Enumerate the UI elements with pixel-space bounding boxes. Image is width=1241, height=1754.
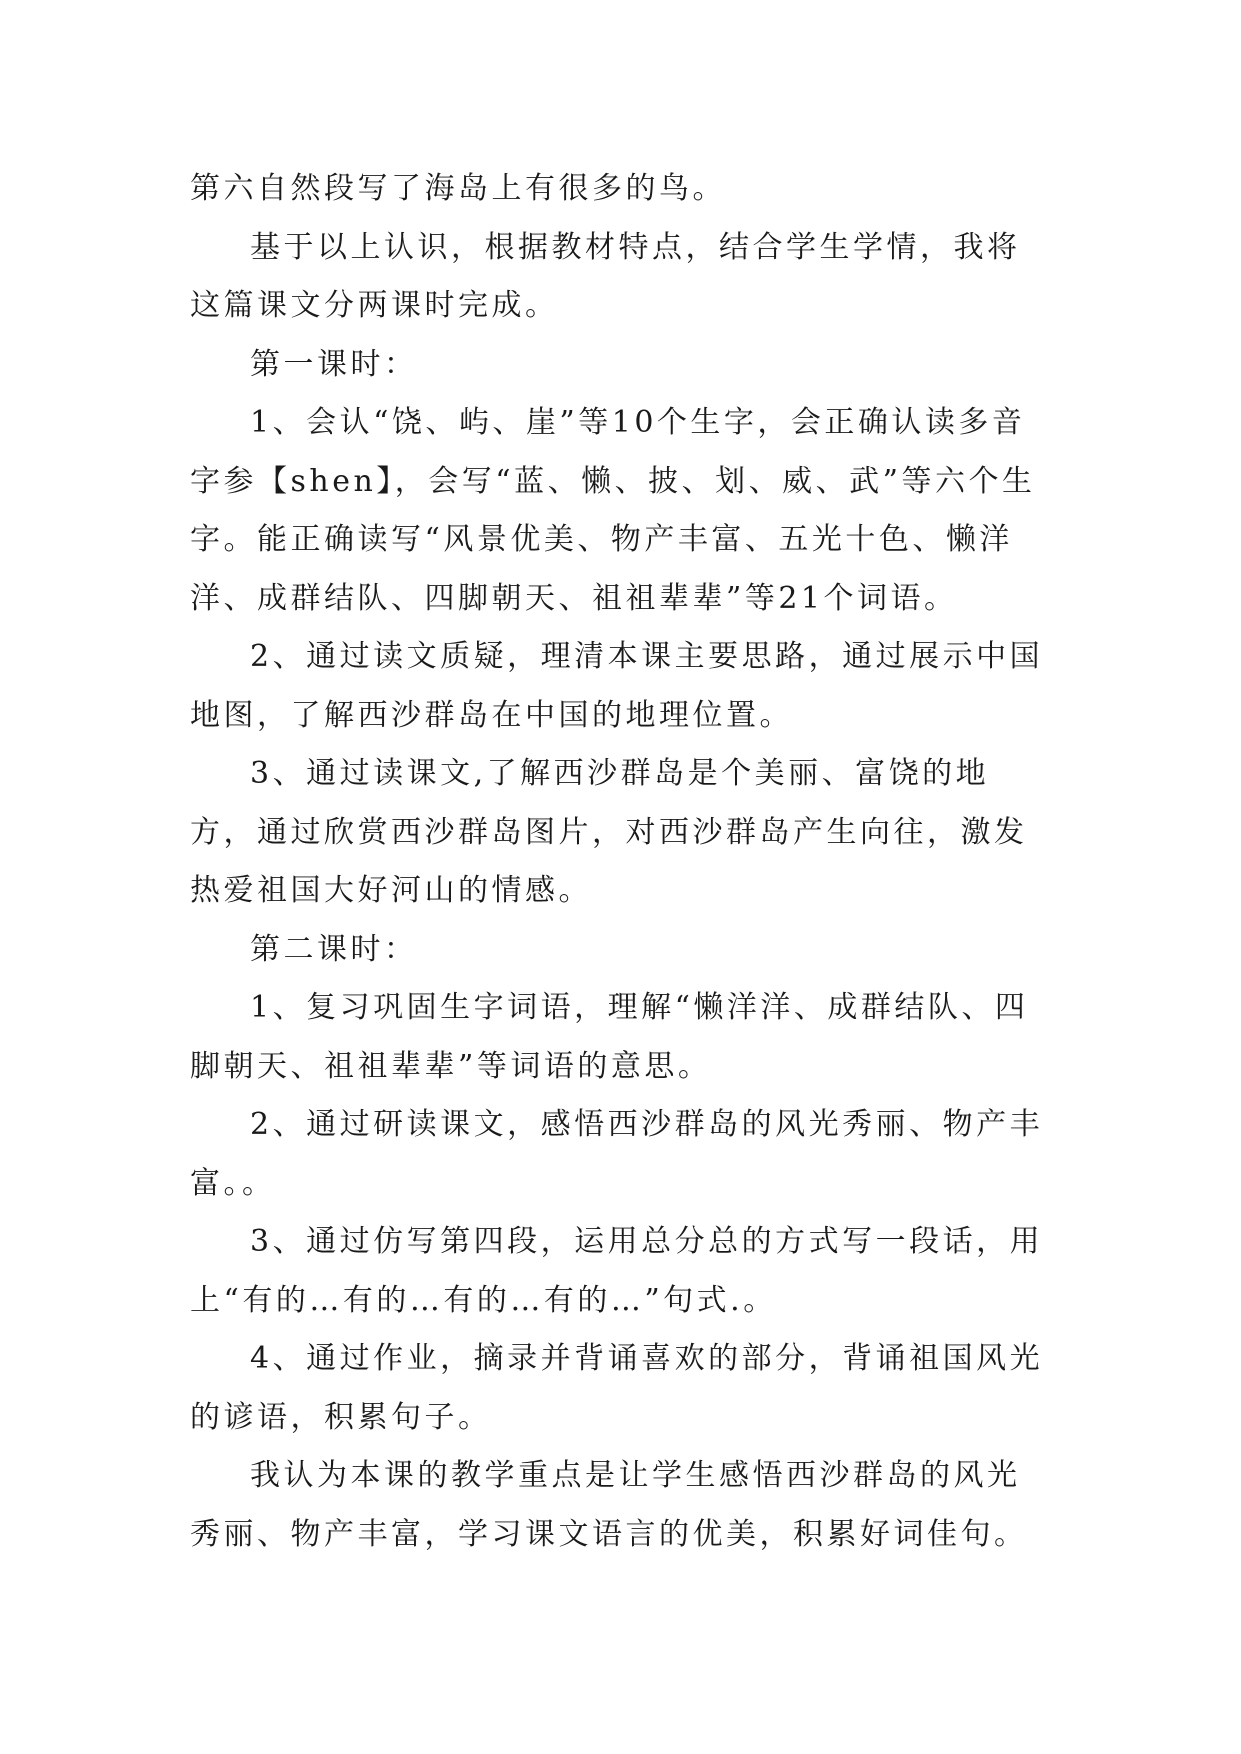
first-lesson-goal-3: 3、通过读课文,了解西沙群岛是个美丽、富饶的地方，通过欣赏西沙群岛图片，对西沙群岛产生向往，激发热爱祖国大好河山的情感。 [190, 756, 1028, 908]
paragraph-teaching-focus: 我认为本课的教学重点是让学生感悟西沙群岛的风光秀丽、物产丰富，学习课文语言的优美，积累好词佳句。 [190, 1458, 1028, 1552]
second-lesson-goal-4: 4、通过作业，摘录并背诵喜欢的部分，背诵祖国风光的谚语，积累句子。 [190, 1341, 1044, 1435]
heading-second-lesson: 第二课时： [250, 931, 418, 967]
paragraph-continuation: 第六自然段写了海岛上有很多的鸟。 [190, 171, 726, 206]
first-lesson-goal-1: 1、会认“饶、屿、崖”等10个生字，会正确认读多音字参【shen】，会写“蓝、懒、披、划、威、武”等六个生字。能正确读写“风景优美、物产丰富、五光十色、懒洋洋、成群结队、四脚朝天、祖祖辈辈”等21个词语。 [190, 405, 1036, 616]
paragraph-plan-intro: 基于以上认识，根据教材特点，结合学生学情，我将这篇课文分两课时完成。 [190, 229, 1021, 323]
document-page [190, 160, 1050, 1564]
heading-first-lesson: 第一课时： [250, 346, 418, 382]
first-lesson-goal-2: 2、通过读文质疑，理清本课主要思路，通过展示中国地图，了解西沙群岛在中国的地理位置。 [190, 639, 1044, 733]
second-lesson-goal-3: 3、通过仿写第四段，运用总分总的方式写一段话，用上“有的…有的…有的…有的…”句式.。 [190, 1224, 1044, 1318]
second-lesson-goal-1: 1、复习巩固生字词语，理解“懒洋洋、成群结队、四脚朝天、祖祖辈辈”等词语的意思。 [190, 990, 1029, 1084]
second-lesson-goal-2: 2、通过研读课文，感悟西沙群岛的风光秀丽、物产丰富。。 [190, 1107, 1044, 1201]
